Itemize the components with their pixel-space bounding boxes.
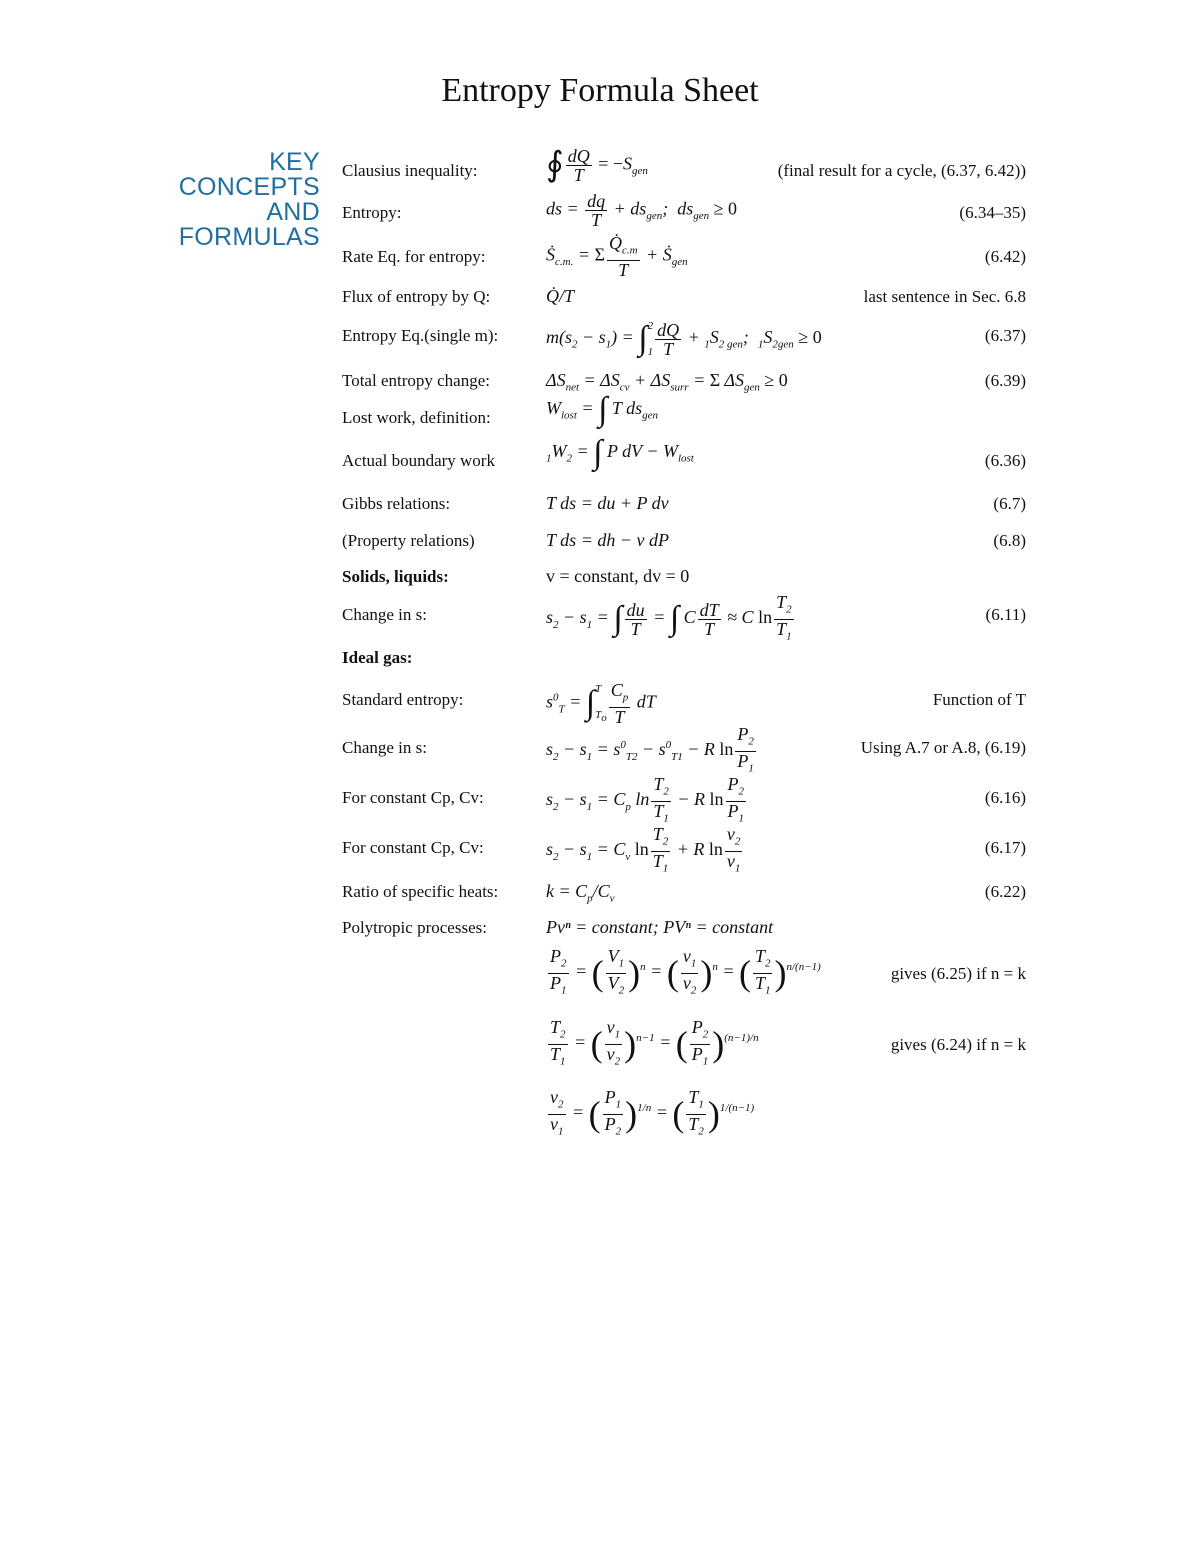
flux-formula: Q̇/T — [546, 286, 575, 306]
change-s2-ref: Using A.7 or A.8, (6.19) — [860, 738, 1026, 757]
standard-ref: Function of T — [932, 690, 1026, 709]
const-cv-formula: $s_2 - s_1 = C_v$ ln $\frac{T_2}{T_1}$ + R ln $\frac{v_2}{v_1}$ — [546, 824, 741, 875]
gibbs-ref: (6.7) — [993, 494, 1026, 513]
property-ref: (6.8) — [993, 531, 1026, 550]
poly-label: Polytropic processes: — [342, 918, 487, 937]
poly-ref-1: gives (6.25) if n = k — [890, 964, 1026, 983]
const-cp-formula: $s_2 - s_1 = C_p$ ln $\frac{T_2}{T_1}$ − R ln $\frac{P_2}{P_1}$ — [546, 774, 745, 825]
lost-label: Lost work, definition: — [342, 408, 491, 427]
total-label: Total entropy change: — [342, 371, 490, 390]
gibbs-label: Gibbs relations: — [342, 494, 451, 513]
poly-formula-2: $\frac{T_2}{T_1}$ = ( $\frac{v_1}{v_2}$ )$^{n-1}$ = ( $\frac{P_2}{P_1}$ )$^{(n-1)/n}$ — [550, 1017, 759, 1068]
poly-formula-3: $\frac{v_2}{v_1}$ = ( $\frac{P_1}{P_2}$ )$^{1/n}$ = ( $\frac{T_1}{T_2}$ )$^{1/(n-1)}$ — [550, 1087, 755, 1138]
ratio-ref: (6.22) — [984, 882, 1026, 901]
change-s-ref: (6.11) — [985, 605, 1026, 624]
flux-label: Flux of entropy by Q: — [342, 287, 491, 306]
gibbs-formula: T ds = du + P dv — [546, 493, 669, 513]
entropy-ref: (6.34–35) — [959, 203, 1026, 222]
change-s2-formula: $s_2 - s_1 = s^0_{T2} - s^0_{T1} - R$ ln $\frac{P_2}{P_1}$ — [546, 724, 754, 775]
boundary-formula: $_1W_2$ = ∫ P dV − $W_{lost}$ — [546, 433, 694, 471]
ratio-formula: $k = C_p/C_v$ — [546, 881, 615, 905]
entropy-formula: ds = $\frac{dq}{T}$ + $ds_{gen}$; $ds_{gen} \ge 0$ — [546, 191, 737, 230]
badge-line: KEY — [269, 148, 320, 176]
flux-ref: last sentence in Sec. 6.8 — [863, 287, 1026, 306]
poly-ref-2: gives (6.24) if n = k — [890, 1035, 1026, 1054]
poly-formula-1: $\frac{P_2}{P_1}$ = ( $\frac{V_1}{V_2}$ )$^n$ = ( $\frac{v_1}{v_2}$ )$^n$ = ( $\frac{T_2}{T_1}$ )$^{n/(n-1)}$ — [550, 946, 821, 997]
poly-formula: Pvⁿ = constant; PVⁿ = constant — [546, 917, 774, 937]
solids-formula: v = constant, dv = 0 — [546, 566, 690, 586]
property-label: (Property relations) — [342, 531, 475, 550]
change-s-formula: $s_2 - s_1$ = ∫ $\frac{du}{T}$ = ∫ C $\frac{dT}{T}$ ≈ C ln $\frac{T_2}{T_1}$ — [546, 592, 792, 643]
standard-formula: $s^0_T = \int T$ $T_o$ $\frac{C_p}{T}$ dT — [546, 680, 656, 727]
page-title: Entropy Formula Sheet — [441, 72, 759, 109]
boundary-label: Actual boundary work — [342, 451, 495, 470]
const-cp-ref: (6.16) — [984, 788, 1026, 807]
change-s2-label: Change in s: — [342, 738, 427, 757]
total-formula: $\Delta S_{net} = \Delta S_{cv} + \Delta S_{surr} = \Sigma$ $\Delta S_{gen} \ge 0$ — [546, 370, 788, 394]
const-cv-label: For constant Cp, Cv: — [342, 838, 484, 857]
property-formula: T ds = dh − v dP — [546, 530, 669, 550]
const-cp-label: For constant Cp, Cv: — [342, 788, 484, 807]
clausius-label: Clausius inequality: — [342, 161, 478, 180]
rate-ref: (6.42) — [984, 247, 1026, 266]
badge-line: CONCEPTS — [178, 173, 320, 201]
standard-label: Standard entropy: — [342, 690, 464, 709]
rate-label: Rate Eq. for entropy: — [342, 247, 486, 266]
change-s-label: Change in s: — [342, 605, 427, 624]
solids-label: Solids, liquids: — [342, 567, 449, 586]
clausius-ref: (final result for a cycle, (6.37, 6.42)) — [777, 161, 1026, 180]
clausius-formula: ∮ $\frac{dQ}{T}$ = $-S_{gen}$ — [546, 146, 648, 185]
total-ref: (6.39) — [984, 371, 1026, 390]
single-ref: (6.37) — [984, 326, 1026, 345]
rate-formula: Ṡ$_{c.m.}$ = Σ $\frac{Q̇_{c.m}}{T}$ + Ṡ$_{gen}$ — [546, 233, 688, 280]
lost-formula: $W_{lost}$ = ∫ T $ds_{gen}$ — [546, 390, 658, 428]
ratio-label: Ratio of specific heats: — [342, 882, 499, 901]
ideal-label: Ideal gas: — [342, 648, 413, 667]
badge-line: FORMULAS — [178, 223, 320, 251]
single-formula: $m(s_2 - s_1) = \int 2$ 1 $\frac{dQ}{T}$ + $_1S_{2 gen}$; $_1S_{2gen} \ge 0$ — [546, 319, 822, 359]
entropy-label: Entropy: — [342, 203, 402, 222]
badge-line: AND — [266, 198, 320, 226]
boundary-ref: (6.36) — [984, 451, 1026, 470]
const-cv-ref: (6.17) — [984, 838, 1026, 857]
key-concepts-badge — [150, 150, 320, 250]
single-label: Entropy Eq.(single m): — [342, 326, 499, 345]
